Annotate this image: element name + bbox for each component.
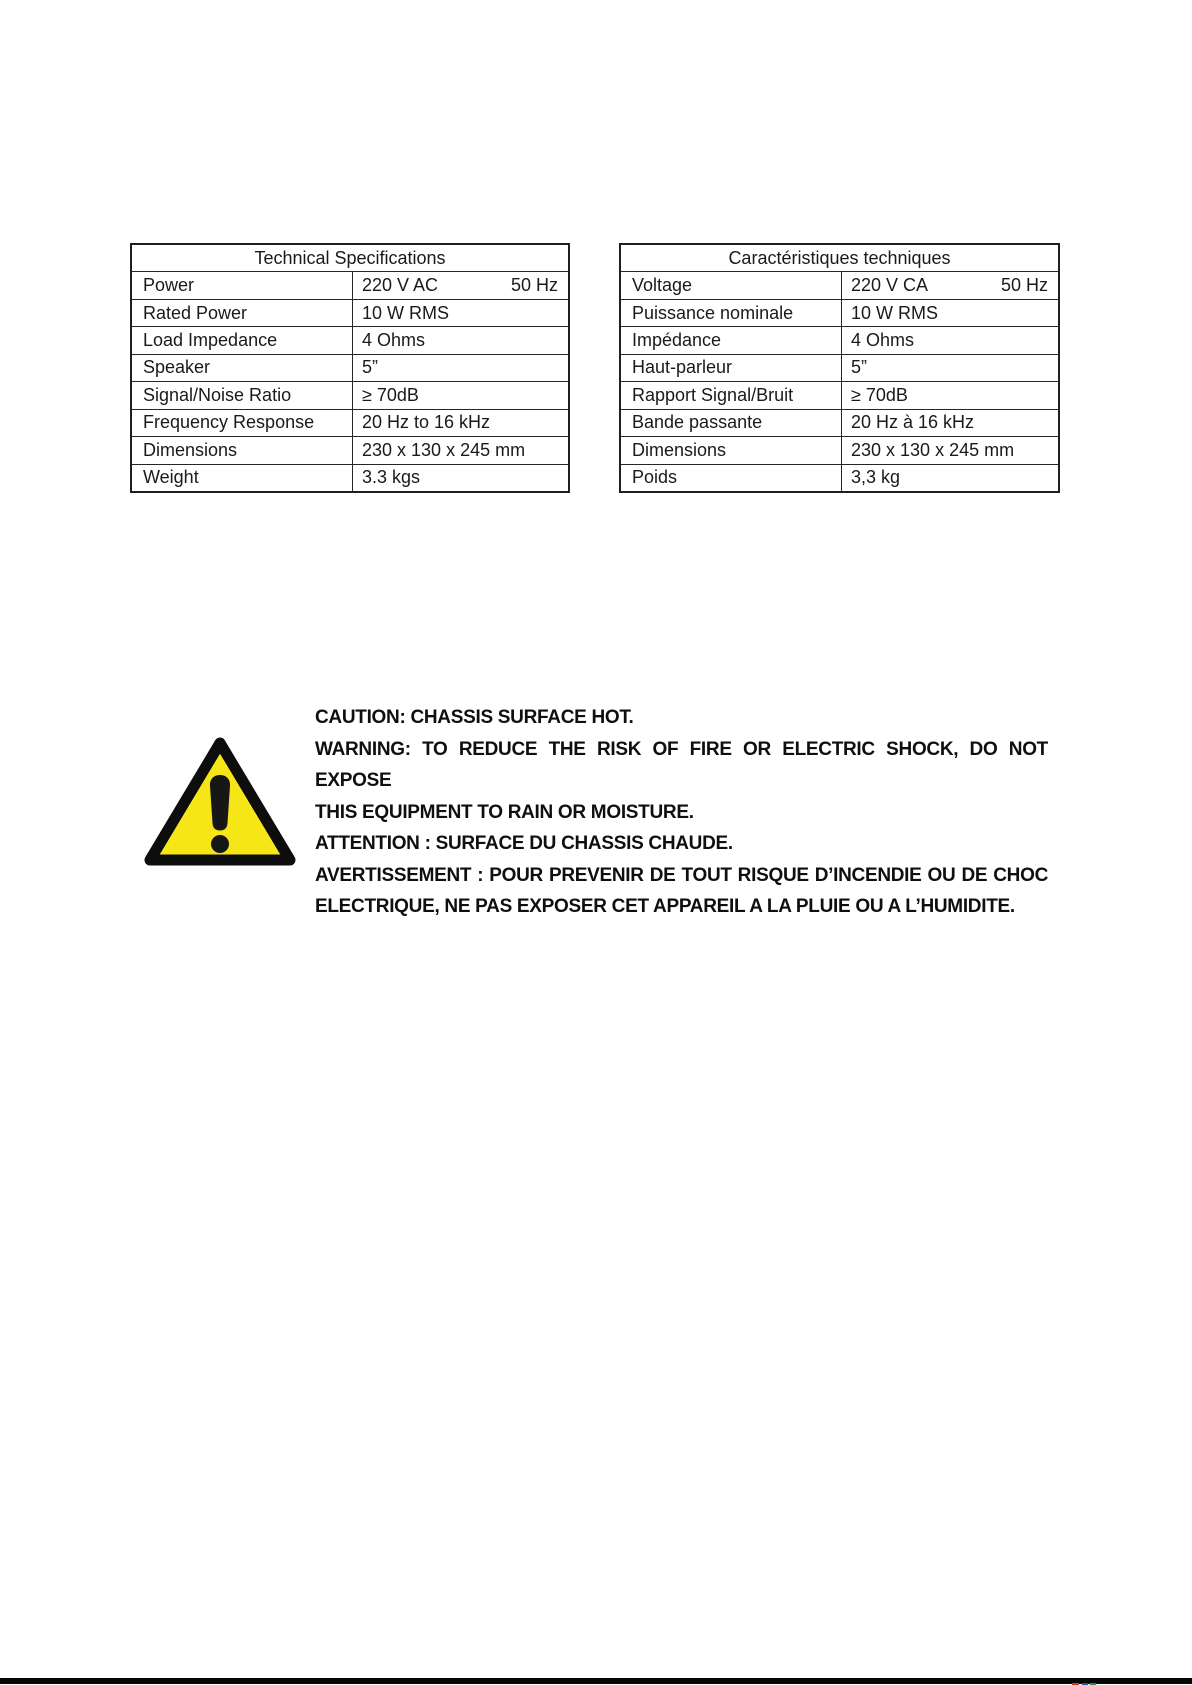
spec-label: Dimensions [132, 437, 353, 463]
spec-value: 5” [851, 357, 868, 378]
spec-label: Dimensions [621, 437, 842, 463]
spec-value: 3,3 kg [851, 467, 901, 488]
spec-value: 10 W RMS [362, 302, 450, 323]
spec-value-cell [842, 382, 1058, 408]
spec-table-french-title: Caractéristiques techniques [728, 247, 951, 268]
spec-value-cell [842, 272, 1058, 298]
spec-label: Power [132, 272, 353, 298]
spec-value-secondary: 50 Hz [1000, 275, 1048, 296]
spec-table-row [132, 354, 568, 381]
spec-value: 20 Hz to 16 kHz [362, 412, 491, 433]
spec-table-row [621, 299, 1058, 326]
spec-table-french [619, 243, 1060, 493]
spec-value: 10 W RMS [851, 302, 939, 323]
spec-label: Signal/Noise Ratio [132, 382, 353, 408]
spec-value-cell [842, 437, 1058, 463]
spec-label: Poids [621, 465, 842, 491]
warning-text-line: ATTENTION : SURFACE DU CHASSIS CHAUDE. [315, 833, 733, 854]
spec-table-row [621, 464, 1058, 491]
warning-text-line: CAUTION: CHASSIS SURFACE HOT. [315, 707, 634, 728]
page-scan-edge [0, 1678, 1192, 1684]
spec-value: 5” [362, 357, 379, 378]
spec-label: Load Impedance [132, 327, 353, 353]
warning-text-block [315, 702, 1048, 923]
spec-value-cell [842, 355, 1058, 381]
warning-text-line: WARNING: TO REDUCE THE RISK OF FIRE OR ELECTRIC SHOCK, DO NOT EXPOSE [315, 738, 1048, 791]
spec-value: 20 Hz à 16 kHz [851, 412, 975, 433]
spec-table-row [621, 381, 1058, 408]
spec-label: Haut-parleur [621, 355, 842, 381]
warning-text-line: ELECTRIQUE, NE PAS EXPOSER CET APPAREIL A LA PLUIE OU A L’HUMIDITE. [315, 896, 1015, 917]
spec-label: Bande passante [621, 410, 842, 436]
spec-value-cell [353, 300, 568, 326]
spec-table-row [132, 271, 568, 298]
spec-label: Weight [132, 465, 353, 491]
spec-value: 4 Ohms [362, 330, 426, 351]
spec-table-english-title: Technical Specifications [254, 247, 446, 268]
spec-label: Voltage [621, 272, 842, 298]
spec-value: ≥ 70dB [362, 384, 419, 405]
spec-table-row [132, 409, 568, 436]
warning-triangle-icon [141, 735, 299, 868]
spec-table-row [621, 326, 1058, 353]
spec-value-cell [842, 327, 1058, 353]
spec-value: 3.3 kgs [362, 467, 421, 488]
spec-value-cell [842, 465, 1058, 491]
spec-value: 4 Ohms [851, 330, 915, 351]
spec-table-row [621, 271, 1058, 298]
spec-value-cell [842, 410, 1058, 436]
spec-label: Puissance nominale [621, 300, 842, 326]
spec-value: 220 V CA [851, 275, 929, 296]
spec-value: 230 x 130 x 245 mm [362, 439, 526, 460]
spec-label: Rapport Signal/Bruit [621, 382, 842, 408]
spec-label: Rated Power [132, 300, 353, 326]
spec-table-row [621, 409, 1058, 436]
spec-value-cell [353, 437, 568, 463]
spec-table-english [130, 243, 570, 493]
spec-value-cell [353, 327, 568, 353]
spec-value-cell [353, 410, 568, 436]
spec-label: Frequency Response [132, 410, 353, 436]
spec-value: ≥ 70dB [851, 384, 908, 405]
spec-value-cell [353, 382, 568, 408]
spec-value-cell [353, 355, 568, 381]
spec-value: 230 x 130 x 245 mm [851, 439, 1015, 460]
spec-value-cell [353, 465, 568, 491]
spec-value-cell [842, 300, 1058, 326]
spec-label: Speaker [132, 355, 353, 381]
spec-table-row [132, 436, 568, 463]
spec-table-row [621, 354, 1058, 381]
spec-table-row [132, 381, 568, 408]
spec-value: 220 V AC [362, 275, 439, 296]
spec-value-cell [353, 272, 568, 298]
spec-table-row [621, 436, 1058, 463]
spec-table-row [132, 464, 568, 491]
warning-text-line: AVERTISSEMENT : POUR PREVENIR DE TOUT RISQUE D’INCENDIE OU DE CHOC [315, 864, 1048, 886]
spec-table-row [132, 299, 568, 326]
spec-table-row [132, 326, 568, 353]
warning-text-line: THIS EQUIPMENT TO RAIN OR MOISTURE. [315, 801, 694, 823]
spec-label: Impédance [621, 327, 842, 353]
spec-value-secondary: 50 Hz [510, 275, 558, 296]
